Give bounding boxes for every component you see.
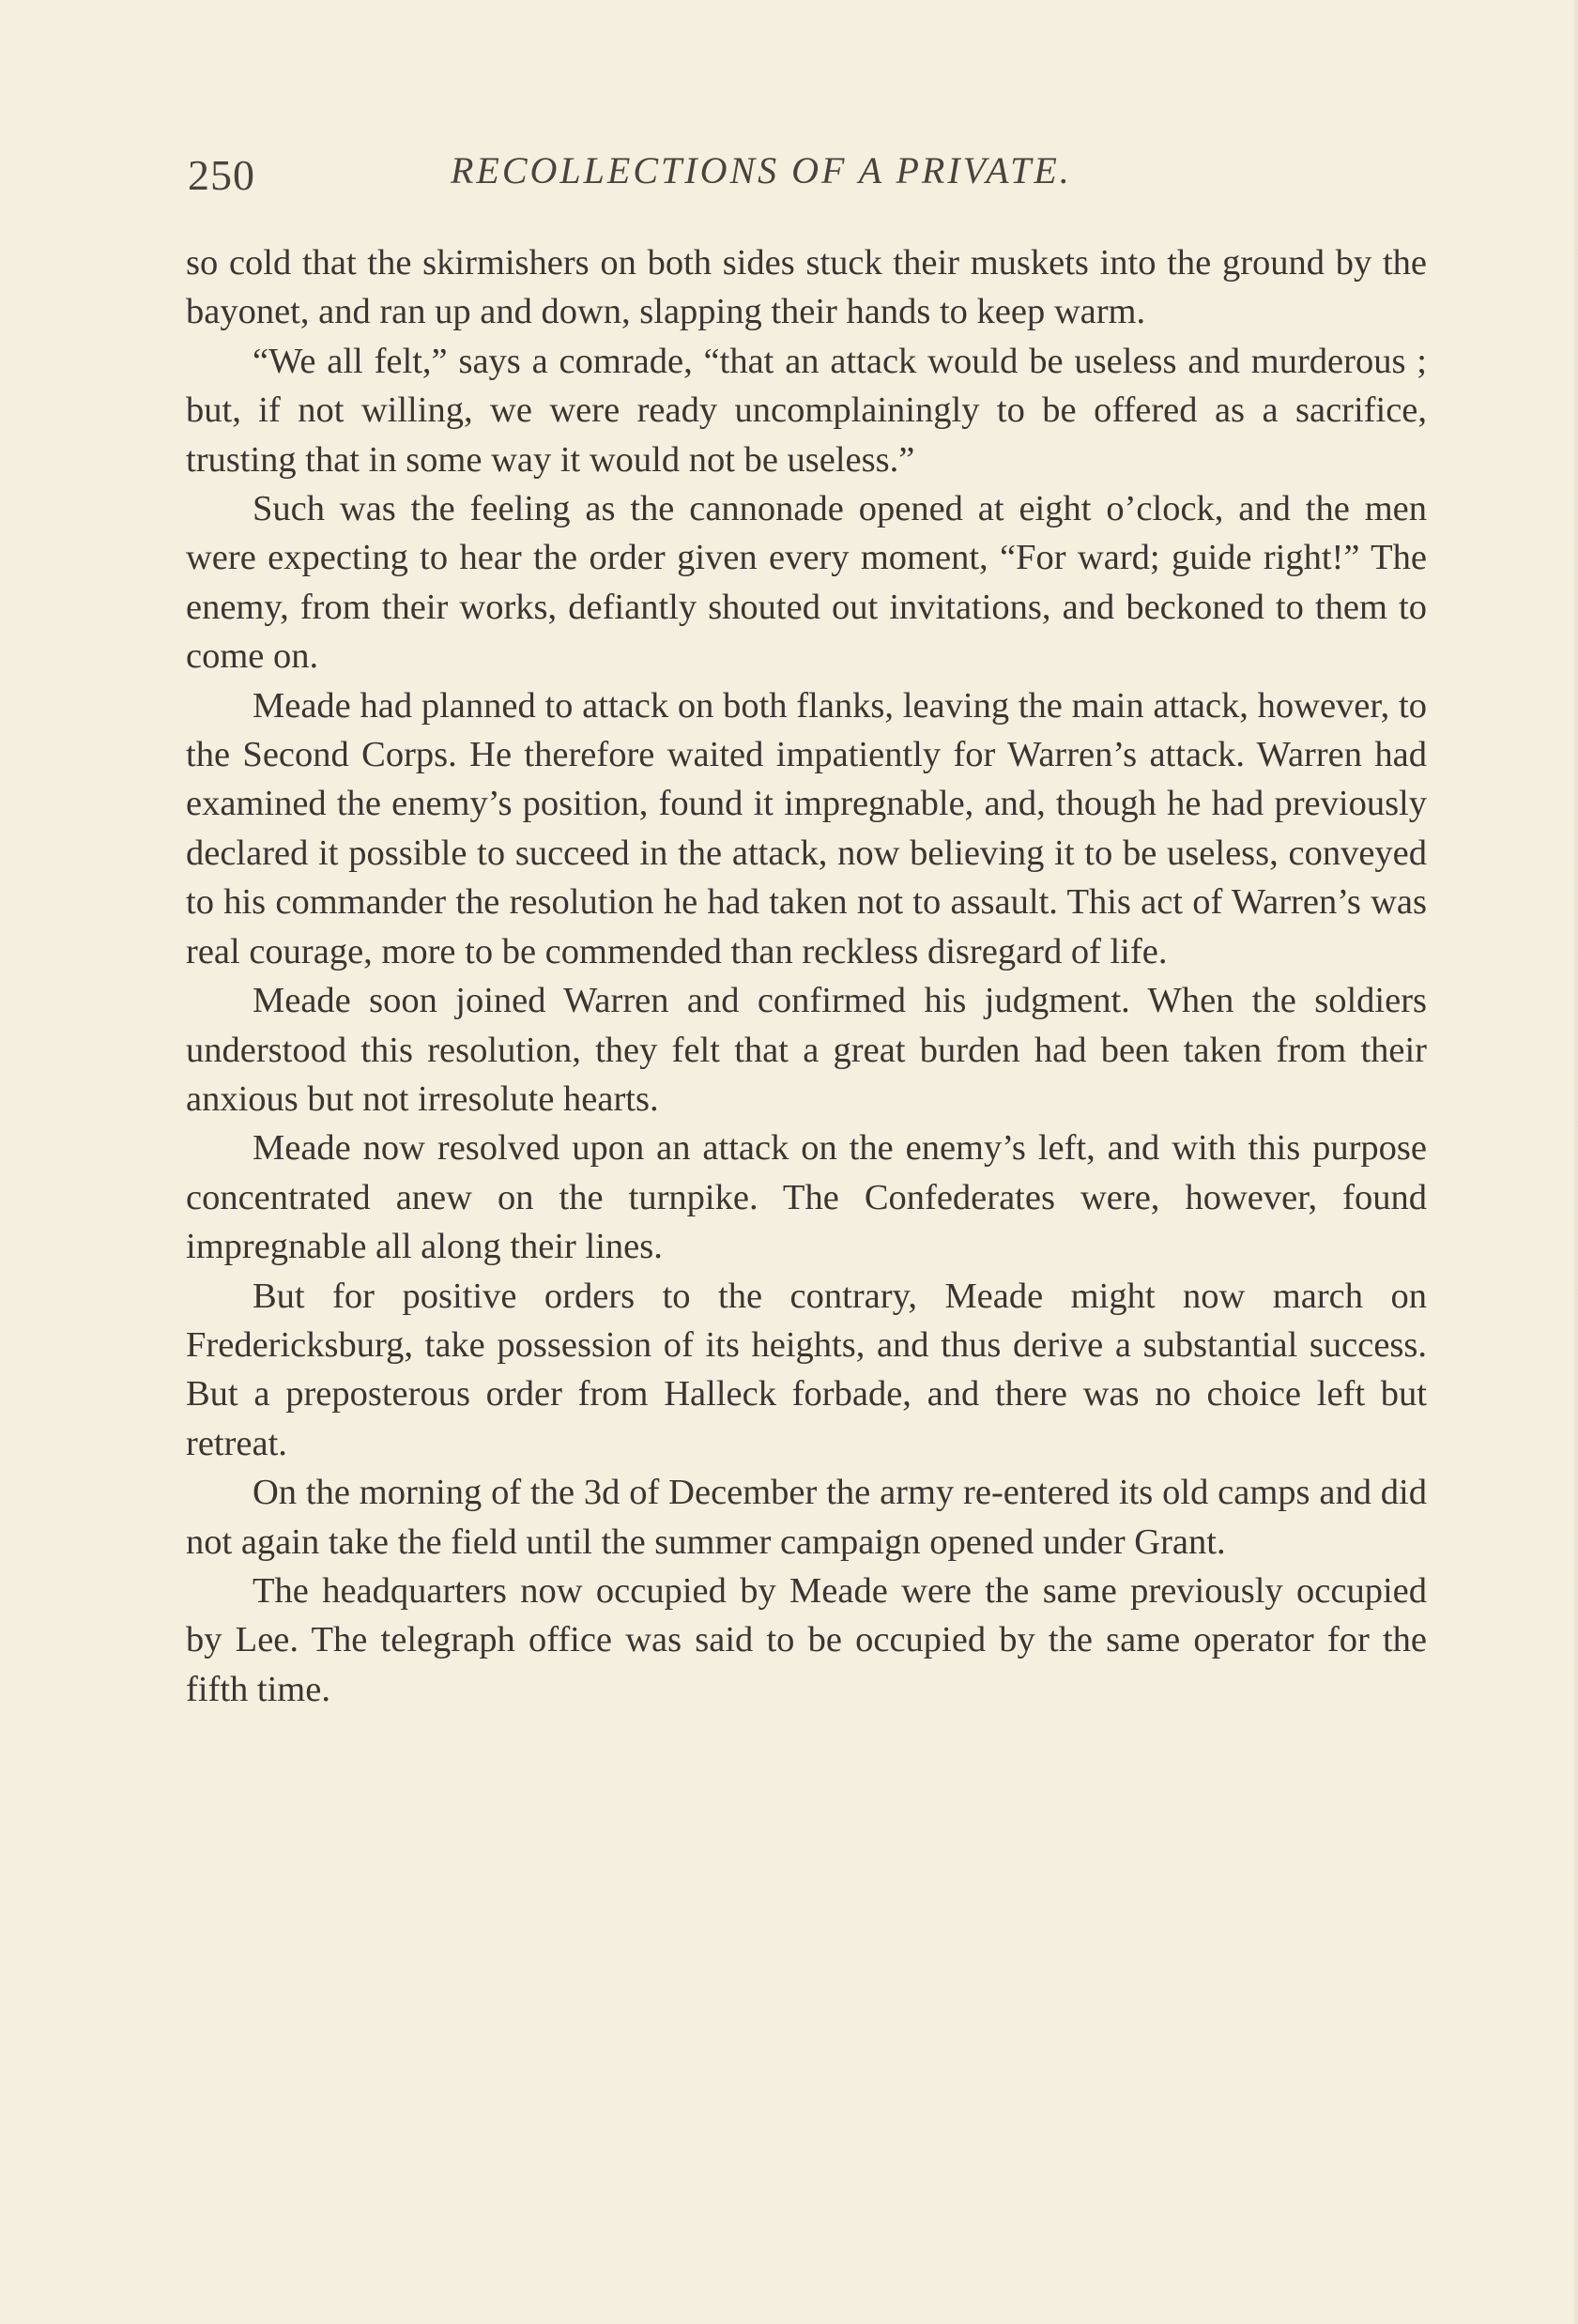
paragraph-2: “We all felt,” says a comrade, “that an attack would be useless and murderous ; but, if not willing, we were ready uncomplainingly to be offered as a sacrifice, trusting that in some way it would not be useless.” — [186, 341, 1427, 480]
page-edge-shadow — [1572, 0, 1578, 2324]
page-number: 250 — [188, 151, 255, 199]
paragraph-4: Meade had planned to attack on both flanks, leaving the main attack, however, to the Second Corps. He therefore waited impatiently for Warren’s attack. Warren had examined the enemy’s position, found it impregnable, and, though he had previously declared it possible to succeed in the attack, now believing it to be useless, conveyed to his commander the resolution he had taken not to assault. This act of Warren’s was real courage, more to be commended than reckless disregard of life. — [186, 685, 1427, 971]
paragraph-3: Such was the feeling as the cannonade opened at eight o’clock, and the men were expecting to hear the order given every moment, “For ward; guide right!” The enemy, from their works, defiantly shouted out invitations, and beckoned to them to come on. — [186, 489, 1427, 677]
paragraph-9: The headquarters now occupied by Meade were the same previously occupied by Lee. The telegraph office was said to be occupied by the same operator for the fifth time. — [186, 1570, 1427, 1709]
paragraph-6: Meade now resolved upon an attack on the enemy’s left, and with this purpose concentrated anew on the turnpike. The Confederates were, however, found impregnable all along their lines. — [186, 1128, 1427, 1267]
paragraph-7: But for positive orders to the contrary, Meade might now march on Fredericksburg, take possession of its heights, and thus derive a substantial success. But a preposterous order from Halleck forbade, and there was no choice left but retreat. — [186, 1276, 1427, 1463]
running-title: RECOLLECTIONS OF A PRIVATE. — [451, 149, 1072, 191]
paragraph-1: so cold that the skirmishers on both sides stuck their muskets into the ground by the bayonet, and ran up and down, slapping their hands to keep warm. — [186, 243, 1427, 332]
paragraph-8: On the morning of the 3d of December the army re-entered its old camps and did not again take the field until the summer campaign opened under Grant. — [186, 1473, 1427, 1562]
body-text — [186, 238, 1427, 1714]
paragraph-5: Meade soon joined Warren and confirmed his judgment. When the soldiers understood this resolution, they felt that a great burden had been taken from their anxious but not irresolute hearts. — [186, 981, 1427, 1119]
